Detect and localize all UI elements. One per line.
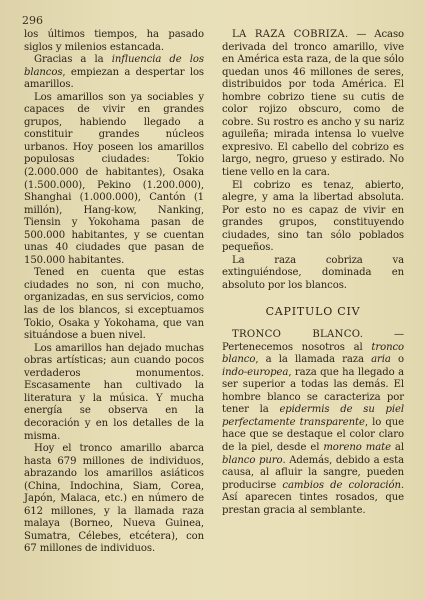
tronco-heading: TRONCO BLANCO. <box>232 329 364 341</box>
text-run: . Además, debido a esta causa, al afluir la sangre, pueden producirse <box>222 454 404 491</box>
right-column <box>222 29 404 517</box>
text-run: al <box>390 441 404 453</box>
emphasis: epidermis de su piel perfectamente transparente <box>222 404 404 428</box>
text-run: , raza que ha llegado a ser superior a todas las demás. El hombre blanco se caracteriza por tener la <box>222 366 404 416</box>
paragraph: El cobrizo es tenaz, abierto, alegre, y ama la libertad absoluta. Por esto no es capaz de vivir en grandes grupos, constituyendo ciudades, sino tan sólo poblados pequeños. <box>222 179 404 254</box>
text-run: . Así aparecen tintes rosados, que prestan gracia al semblante. <box>222 479 405 516</box>
emphasis: aria <box>371 354 391 366</box>
emphasis: moreno mate <box>323 441 391 453</box>
paragraph: Tened en cuenta que estas ciudades no son, ni con mucho, organizadas, en sus servicios, como las de los blancos, si exceptuamos Tokio, Osaka y Yokohama, que van situándose a buen nivel. <box>24 267 204 342</box>
text-run: , a la llamada raza <box>255 354 372 366</box>
tronco-paragraph: TRONCO BLANCO. — Pertenecemos nosotros al tronco blanco, a la llamada raza aria o indo-europea, raza que ha llegado a ser superior a todas las demás. El hombre blanco se caracteriza por tener la epidermis de su piel perfectamente transparente, lo que hace que se destaque el color claro de la piel, desde el moreno mate al blanco puro. Además, debido a esta causa, al afluir la sangre, pueden producirse cambios de coloración. Así aparecen tintes rosados, que prestan gracia al semblante. <box>222 329 405 516</box>
paragraph: Gracias a la influencia de los blancos, empiezan a despertar los amarillos. <box>24 54 204 91</box>
paragraph: los últimos tiempos, ha pasado siglos y milenios estancada. <box>24 29 204 53</box>
chapter-title: CAPITULO CIV <box>265 305 361 319</box>
emphasis: influencia de los blancos <box>24 54 204 78</box>
paragraph: Hoy el tronco amarillo abarca hasta 679 millones de individuos, abrazando los amarillos asiáticos (China, Indochina, Siam, Corea, Japón, Malaca, etc.) en número de 612 millones, y la llamada raza malaya (Borneo, Nueva Guinea, Sumatra, Célebes, etcétera), con 67 millones de individuos. <box>24 443 204 555</box>
page-number: 296 <box>22 14 43 27</box>
text-run: o <box>390 354 404 366</box>
section-intro: Acaso derivada del tronco amarillo, vive en América esta raza, de la que sólo quedan unos 46 millones de seres, distribuidos por toda América. El hombre cobrizo tiene su cutis de color rojizo obscuro, como de cobre. Su rostro es ancho y su nariz aguileña; mirada intensa lo vuelve expresivo. El cabello del cobrizo es largo, negro, grueso y estirado. No tiene vello en la cara. <box>222 29 404 179</box>
paragraph: Los amarillos han dejado muchas obras artísticas; aun cuando pocos verdaderos monumentos. Escasamente han cultivado la literatura y la música. Y mucha energía se observa en la decoración y en los detalles de la misma. <box>24 342 204 442</box>
section-heading: LA RAZA COBRIZA. <box>232 29 349 40</box>
paragraph: Los amarillos son ya sociables y capaces de vivir en grandes grupos, habiendo llegado a constituir grandes núcleos urbanos. Hoy poseen los amarillos populosas ciudades: Tokio (2.000.000 de habitantes), Osaka (1.500.000), Pekino (1.200.000), Shanghai (1.000.000), Cantón (1 millón), Hang-kow, Nanking, Tiensin y Yokohama pasan de 500.000 habitantes, y se cuentan unas 40 ciudades que pasan de 150.000 habitantes. <box>24 91 204 266</box>
text-run: , lo que hace que se destaque el color claro de la piel, desde el <box>222 416 404 453</box>
emphasis: indo-europea <box>222 366 289 378</box>
left-column <box>24 29 204 556</box>
text-run: Pertenecemos nosotros al <box>222 341 372 353</box>
section-paragraph: LA RAZA COBRIZA. — Acaso derivada del tronco amarillo, vive en América esta raza, de la que sólo quedan unos 46 millones de seres, distribuidos por toda América. El hombre cobrizo tiene su cutis de color rojizo obscuro, como de cobre. Su rostro es ancho y su nariz aguileña; mirada intensa lo vuelve expresivo. El cabello del cobrizo es largo, negro, grueso y estirado. No tiene vello en la cara. <box>222 29 404 179</box>
emphasis: tronco blanco <box>222 341 404 366</box>
emphasis: cambios de coloración <box>282 479 401 491</box>
paragraph: La raza cobriza va extinguiéndose, dominada en absoluto por los blancos. <box>222 254 404 291</box>
emphasis: blanco puro <box>222 454 283 466</box>
